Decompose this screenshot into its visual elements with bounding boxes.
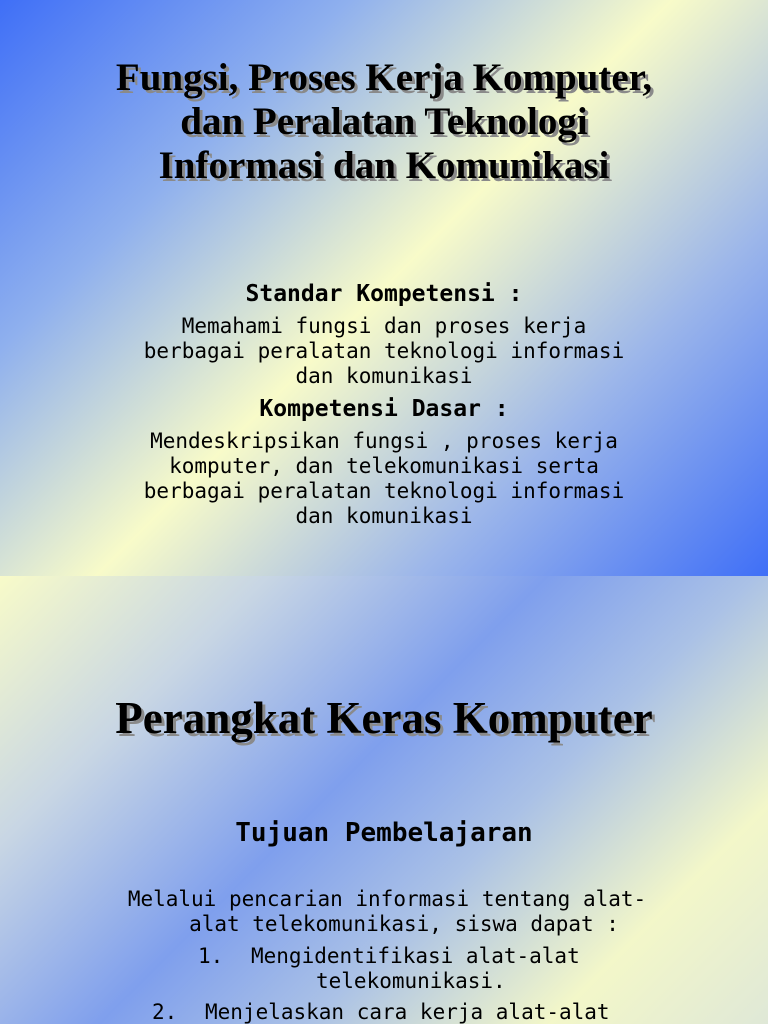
list-item-continuation bbox=[0, 969, 768, 994]
list-item-text: Mengidentifikasi alat-alat bbox=[251, 944, 580, 968]
text-line: dan komunikasi bbox=[295, 364, 473, 388]
standar-kompetensi-text bbox=[0, 314, 768, 389]
title-line: Informasi dan Komunikasi bbox=[158, 144, 610, 187]
list-item-text: Menjelaskan cara kerja alat-alat bbox=[205, 1000, 610, 1024]
text-line: Mendeskripsikan fungsi , proses kerja bbox=[150, 429, 618, 453]
tujuan-list bbox=[0, 944, 768, 1025]
intro-line: Melalui pencarian informasi tentang alat- bbox=[127, 887, 647, 911]
slide-1-title bbox=[0, 56, 768, 188]
list-item bbox=[0, 944, 768, 969]
kompetensi-dasar-heading: Kompetensi Dasar : bbox=[259, 396, 509, 422]
list-item-text: telekomunikasi. bbox=[316, 969, 506, 993]
text-line: komputer, dan telekomunikasi serta bbox=[169, 454, 599, 478]
slide-2-title: Perangkat Keras Komputer bbox=[115, 693, 653, 743]
text-line: berbagai peralatan teknologi informasi bbox=[143, 479, 625, 503]
kompetensi-dasar-text bbox=[0, 429, 768, 529]
standar-kompetensi-heading: Standar Kompetensi : bbox=[245, 281, 523, 307]
title-line: dan Peralatan Teknologi bbox=[180, 100, 588, 143]
title-line: Fungsi, Proses Kerja Komputer, bbox=[115, 56, 653, 99]
text-line: dan komunikasi bbox=[295, 504, 473, 528]
list-item bbox=[0, 1000, 768, 1025]
list-item-number: 2. bbox=[152, 1000, 178, 1024]
intro-line: alat telekomunikasi, siswa dapat : bbox=[189, 912, 619, 936]
text-line: berbagai peralatan teknologi informasi bbox=[143, 339, 625, 363]
list-item-number: 1. bbox=[198, 944, 224, 968]
tujuan-pembelajaran-heading: Tujuan Pembelajaran bbox=[235, 818, 533, 848]
tujuan-intro bbox=[0, 887, 768, 937]
text-line: Memahami fungsi dan proses kerja bbox=[181, 314, 587, 338]
